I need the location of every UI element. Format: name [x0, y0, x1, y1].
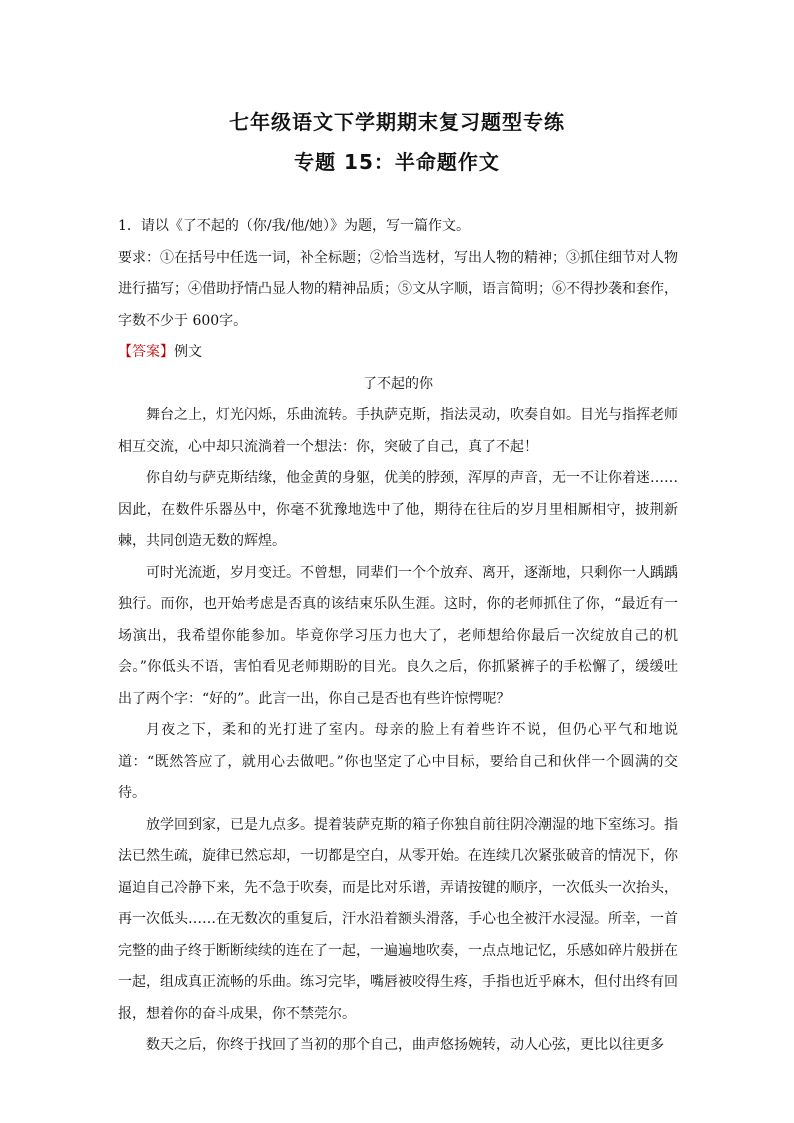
essay-paragraph: 可时光流逝，岁月变迁。不曾想，同辈们一个个放弃、离开，逐渐地，只剩你一人踽踽独行。而你，也开始考虑是否真的该结束乐队生涯。这时，你的老师抓住了你，“最近有一场演出，我希望你能参加。毕竟你学习压力也大了，老师想给你最后一次绽放自己的机会。”你低头不语，害怕看见老师期盼的目光。良久之后，你抓紧裤子的手松懈了，缓缓吐出了两个字：“好的”。此言一出，你自己是否也有些许惊愕呢？ — [118, 564, 678, 707]
essay-paragraph: 放学回到家，已是九点多。提着装萨克斯的箱子你独自前往阴冷潮湿的地下室练习。指法已然生疏，旋律已然忘却，一切都是空白，从零开始。在连续几次紧张破音的情况下，你逼迫自己冷静下来，先不急于吹奏，而是比对乐谱，弄请按键的顺序，一次低头一次抬头，再一次低头……在无数次的重复后，汗水沿着额头滑落，手心也全被汗水浸湿。所幸，一首完整的曲子终于断断续续的连在了一起，一遍遍地吹奏，一点点地记忆，乐感如碎片般拼在一起，组成真正流畅的乐曲。练习完毕，嘴唇被咬得生疼，手指也近乎麻木，但付出终有回报，想着你的奋斗成果，你不禁莞尔。 — [118, 816, 678, 1022]
question-requirements: 要求：①在括号中任选一词，补全标题；②恰当选材，写出人物的精神；③抓住细节对人物进行描写；④借助抒情凸显人物的精神品质；⑤文从字顺，语言简明；⑥不得抄袭和套作，字数不少于 600字。 — [118, 249, 678, 329]
page-title: 七年级语文下学期期末复习题型专练 — [229, 110, 565, 134]
essay-paragraph: 月夜之下，柔和的光打进了室内。母亲的脸上有着些许不说，但仍心平气和地说道：“既然答应了，就用心去做吧。”你也坚定了心中目标，要给自己和伙伴一个圆满的交待。 — [118, 722, 678, 801]
essay-paragraph: 舞台之上，灯光闪烁，乐曲流转。手执萨克斯，指法灵动，吹奏自如。目光与指挥老师相互交流，心中却只流淌着一个想法：你，突破了自己，真了不起！ — [118, 407, 678, 455]
answer-tag: 【答案】 — [118, 344, 174, 360]
question-prompt: 1．请以《了不起的（你/我/他/她）》为题，写一篇作文。 — [118, 218, 471, 234]
essay-title: 了不起的你 — [363, 375, 433, 392]
page-subtitle: 专题 15：半命题作文 — [294, 150, 500, 174]
document-body — [118, 211, 678, 1062]
essay-paragraph: 你自幼与萨克斯结缘，他金黄的身躯，优美的脖颈，浑厚的声音，无一不让你着迷……因此，在数件乐器丛中，你毫不犹豫地选中了他，期待在往后的岁月里相厮相守，披荆新棘，共同创造无数的辉煌。 — [118, 470, 678, 549]
essay-paragraph: 数天之后，你终于找回了当初的那个自己，曲声悠扬婉转，动人心弦，更比以往更多 — [146, 1037, 664, 1053]
answer-label: 例文 — [174, 344, 202, 360]
answer-heading — [118, 337, 678, 369]
